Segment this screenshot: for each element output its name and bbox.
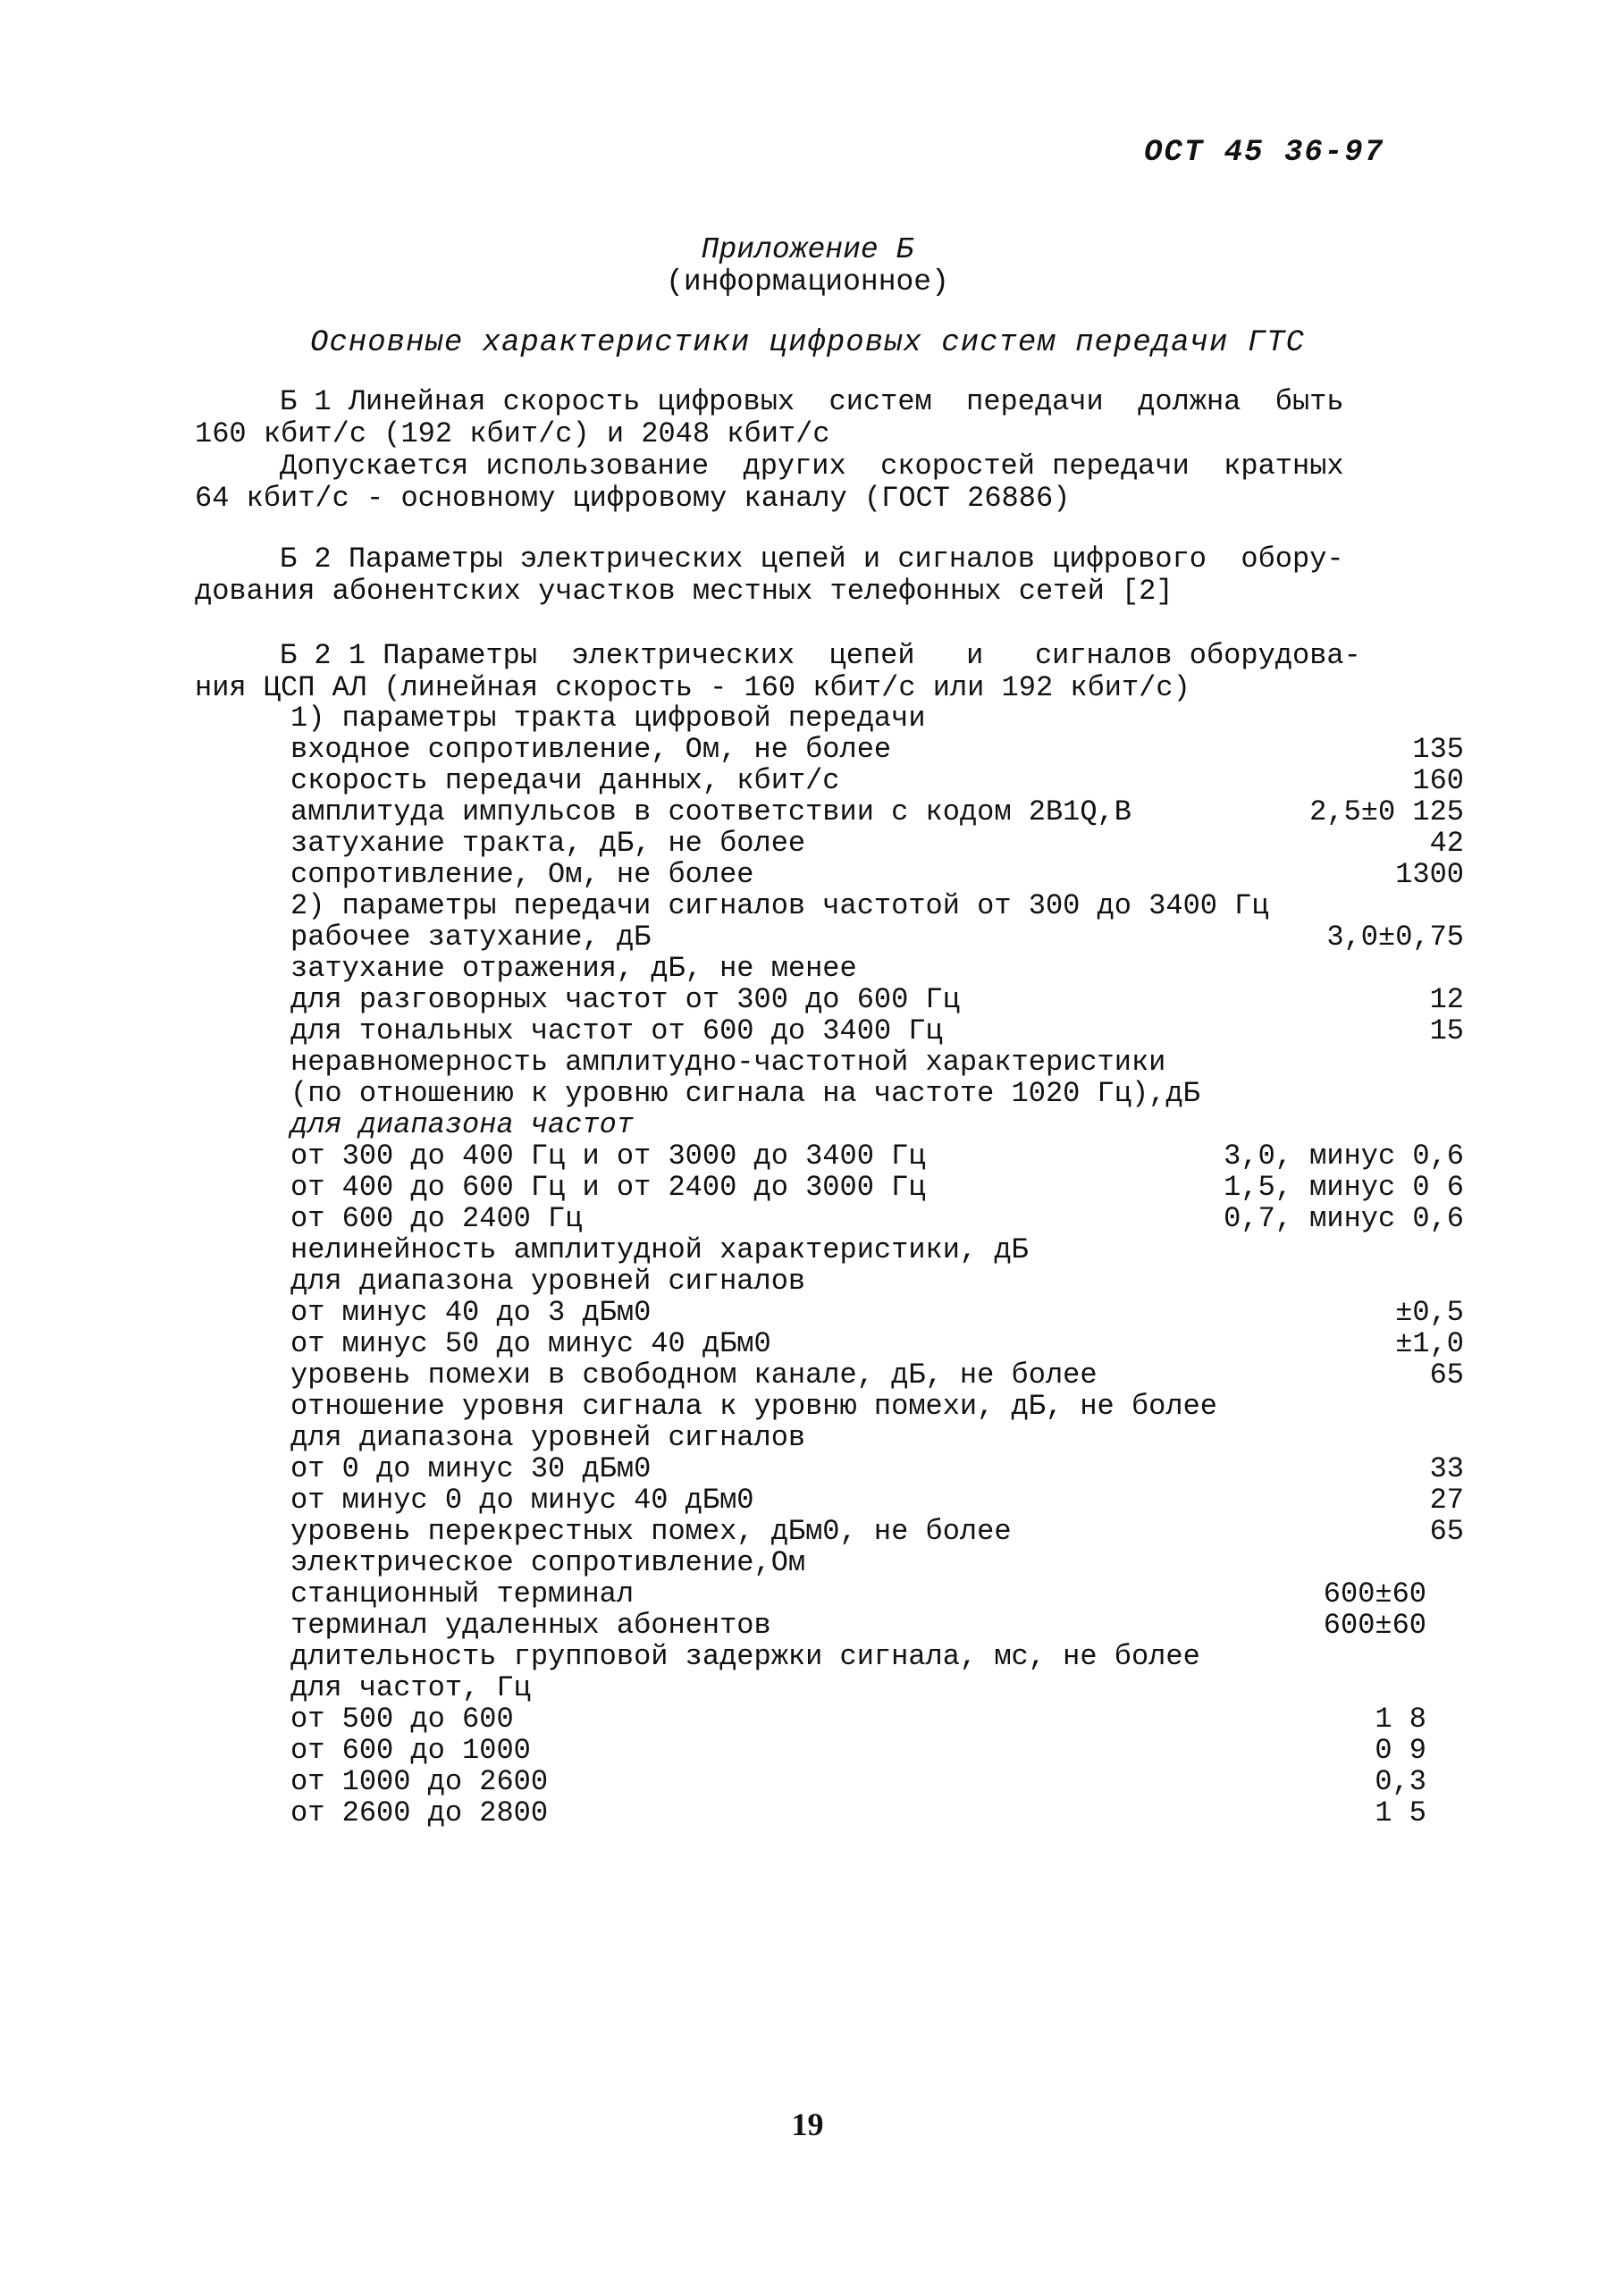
- parameter-value: 33: [1429, 1452, 1464, 1485]
- parameter-value: 3,0±0,75: [1326, 921, 1464, 954]
- parameter-label: входное сопротивление, Ом, не более: [290, 733, 892, 766]
- parameter-row: [290, 1453, 1464, 1485]
- parameter-label: для частот, Гц: [290, 1671, 531, 1704]
- parameter-row: [290, 1766, 1464, 1798]
- parameter-label: длительность групповой задержки сигнала, мс, не более: [290, 1640, 1200, 1673]
- parameter-value: 3,0, минус 0,6: [1224, 1140, 1464, 1173]
- page-number: 19: [791, 2107, 824, 2142]
- parameter-value: 160: [1412, 764, 1464, 797]
- parameter-label: нелинейность амплитудной характеристики, дБ: [290, 1233, 1029, 1266]
- parameter-row: [290, 734, 1464, 766]
- parameter-row: [290, 1422, 1464, 1454]
- parameter-row: [290, 890, 1464, 922]
- parameter-label: уровень перекрестных помех, дБм0, не более: [290, 1515, 1012, 1548]
- parameter-row: [290, 1297, 1464, 1329]
- parameter-label: от 400 до 600 Гц и от 2400 до 3000 Гц: [290, 1171, 926, 1204]
- parameter-label: 1) параметры тракта цифровой передачи: [290, 702, 926, 735]
- parameter-label: сопротивление, Ом, не более: [290, 858, 754, 891]
- parameter-label: 2) параметры передачи сигналов частотой от 300 до 3400 Гц: [290, 889, 1269, 922]
- parameter-row: [290, 1797, 1464, 1829]
- parameter-row: [290, 921, 1464, 954]
- appendix-title: Приложение Б: [701, 233, 914, 266]
- parameter-row: [290, 1547, 1464, 1579]
- parameter-label: станционный терминал: [290, 1577, 635, 1611]
- parameter-row: [290, 1328, 1464, 1360]
- parameter-label: амплитуда импульсов в соответствии с кодом 2B1Q,В: [290, 795, 1131, 828]
- paragraph-line: Б 2 Параметры электрических цепей и сигналов цифрового обору-: [280, 542, 1344, 576]
- parameter-value: 600±60: [1323, 1577, 1426, 1611]
- parameter-label: от 0 до минус 30 дБм0: [290, 1452, 652, 1485]
- parameter-label: от 600 до 2400 Гц: [290, 1202, 583, 1235]
- paragraph-line: 64 кбит/с - основному цифровому каналу (ГОСТ 26886): [195, 482, 1071, 515]
- parameter-row: [290, 1672, 1464, 1704]
- parameter-row: [290, 1109, 1464, 1141]
- parameter-label: для разговорных частот от 300 до 600 Гц: [290, 983, 960, 1016]
- parameter-label: затухание тракта, дБ, не более: [290, 827, 806, 860]
- parameter-row: [290, 1140, 1464, 1173]
- parameter-row: [290, 1015, 1464, 1047]
- parameter-value: ±1,0: [1395, 1327, 1464, 1360]
- parameter-label: для диапазона уровней сигналов: [290, 1421, 806, 1454]
- parameter-row: [290, 1516, 1464, 1548]
- parameter-row: [290, 859, 1464, 891]
- parameter-row: [290, 984, 1464, 1016]
- section-heading: Основные характеристики цифровых систем передачи ГТС: [310, 326, 1305, 360]
- parameter-label: от 300 до 400 Гц и от 3000 до 3400 Гц: [290, 1140, 926, 1173]
- parameter-value: 1300: [1395, 858, 1464, 891]
- parameter-label: (по отношению к уровню сигнала на частоте 1020 Гц),дБ: [290, 1077, 1200, 1110]
- paragraph-line: Допускается использование других скоростей передачи кратных: [280, 450, 1344, 483]
- parameter-row: [290, 1578, 1464, 1611]
- parameter-label: уровень помехи в свободном канале, дБ, не более: [290, 1358, 1098, 1392]
- parameter-label: от 500 до 600: [290, 1703, 514, 1736]
- parameter-value: 1 5: [1375, 1796, 1426, 1829]
- parameter-label: неравномерность амплитудно-частотной характеристики: [290, 1046, 1166, 1079]
- parameter-value: 0,3: [1375, 1765, 1426, 1798]
- parameter-row: [290, 1484, 1464, 1517]
- parameter-value: 600±60: [1323, 1609, 1426, 1642]
- parameter-label: от 2600 до 2800: [290, 1796, 549, 1829]
- parameter-row: [290, 796, 1464, 828]
- parameter-label: от 600 до 1000: [290, 1734, 531, 1767]
- parameter-row: [290, 1266, 1464, 1298]
- parameter-value: ±0,5: [1395, 1296, 1464, 1329]
- parameter-row: [290, 1203, 1464, 1235]
- parameter-value: 27: [1429, 1484, 1464, 1517]
- paragraph-line: ния ЦСП АЛ (линейная скорость - 160 кбит/с или 192 кбит/с): [195, 671, 1190, 704]
- paragraph-line: дования абонентских участков местных телефонных сетей [2]: [195, 575, 1173, 608]
- parameter-row: [290, 1047, 1464, 1079]
- parameter-value: 65: [1429, 1515, 1464, 1548]
- parameter-row: [290, 1703, 1464, 1736]
- parameter-row: [290, 702, 1464, 735]
- parameter-label: скорость передачи данных, кбит/с: [290, 764, 840, 797]
- parameter-label: для тональных частот от 600 до 3400 Гц: [290, 1014, 943, 1047]
- paragraph-line: 160 кбит/с (192 кбит/с) и 2048 кбит/с: [195, 417, 830, 450]
- parameter-label: электрическое сопротивление,Ом: [290, 1546, 806, 1579]
- parameter-row: [290, 1172, 1464, 1204]
- parameter-label: от 1000 до 2600: [290, 1765, 549, 1798]
- parameter-value: 15: [1429, 1014, 1464, 1047]
- parameter-row: [290, 828, 1464, 860]
- parameter-value: 2,5±0 125: [1309, 795, 1464, 828]
- parameter-label: от минус 50 до минус 40 дБм0: [290, 1327, 771, 1360]
- parameter-row: [290, 765, 1464, 797]
- parameter-label: от минус 40 до 3 дБм0: [290, 1296, 652, 1329]
- parameter-row: [290, 1610, 1464, 1642]
- parameter-label: от минус 0 до минус 40 дБм0: [290, 1484, 754, 1517]
- parameter-label: для диапазона частот: [290, 1108, 635, 1141]
- parameter-value: 0,7, минус 0,6: [1224, 1202, 1464, 1235]
- parameter-label: затухание отражения, дБ, не менее: [290, 952, 857, 985]
- parameter-value: 12: [1429, 983, 1464, 1016]
- parameter-row: [290, 953, 1464, 985]
- parameter-row: [290, 1735, 1464, 1767]
- parameter-row: [290, 1234, 1464, 1266]
- parameter-row: [290, 1391, 1464, 1423]
- paragraph-line: Б 2 1 Параметры электрических цепей и сигналов оборудова-: [280, 639, 1361, 672]
- parameter-label: рабочее затухание, дБ: [290, 921, 652, 954]
- paragraph-b2: [195, 543, 1464, 608]
- parameter-label: терминал удаленных абонентов: [290, 1609, 771, 1642]
- parameter-row: [290, 1641, 1464, 1673]
- parameter-row: [290, 1359, 1464, 1392]
- parameter-row: [290, 1078, 1464, 1110]
- parameter-label: отношение уровня сигнала к уровню помехи, дБ, не более: [290, 1390, 1217, 1423]
- document-code: ОСТ 45 36-97: [1144, 136, 1384, 170]
- parameter-value: 0 9: [1375, 1734, 1426, 1767]
- paragraph-b1: [195, 386, 1464, 515]
- paragraph-line: Б 1 Линейная скорость цифровых систем передачи должна быть: [280, 385, 1344, 418]
- parameter-label: для диапазона уровней сигналов: [290, 1265, 806, 1298]
- appendix-subtitle: (информационное): [666, 265, 949, 299]
- parameter-value: 42: [1429, 827, 1464, 860]
- parameter-value: 135: [1412, 733, 1464, 766]
- parameter-value: 65: [1429, 1358, 1464, 1392]
- parameter-value: 1 8: [1375, 1703, 1426, 1736]
- parameter-value: 1,5, минус 0 6: [1224, 1171, 1464, 1204]
- paragraph-b2-1: [195, 640, 1464, 704]
